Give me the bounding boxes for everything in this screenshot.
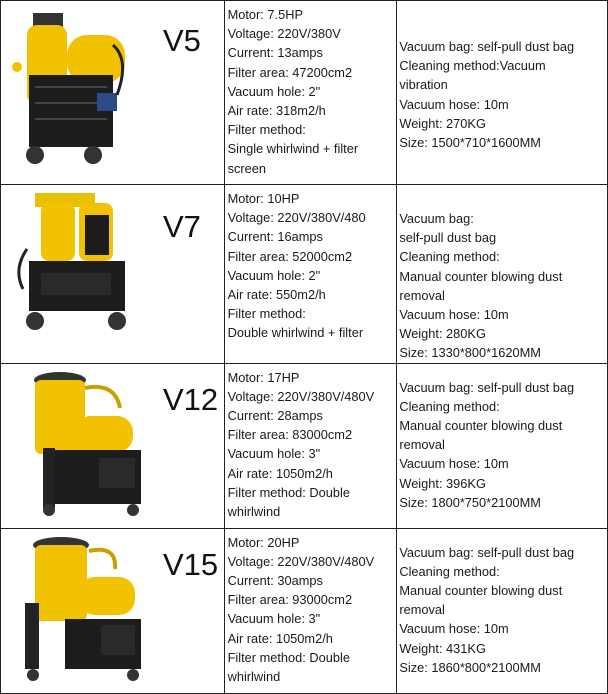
extra-line: Manual counter blowing dust <box>399 268 563 284</box>
vacuum-machine-icon <box>5 189 145 339</box>
table-row <box>1 1 608 185</box>
spec-line: Vacuum hole: 3" <box>227 611 321 627</box>
vacuum-machine-icon <box>5 5 135 175</box>
image-cell <box>1 363 225 528</box>
spec-cell <box>224 528 397 693</box>
extra-cell <box>397 363 608 528</box>
spec-line: Vacuum hole: 2" <box>227 83 321 99</box>
spec-line: Voltage: 220V/380V <box>227 26 341 42</box>
spec-line: Motor: 10HP <box>227 191 300 206</box>
spec-line: Filter method: Double <box>227 649 350 665</box>
extra-cell <box>397 185 608 364</box>
spec-cell <box>224 1 397 185</box>
extra-line: Manual counter blowing dust <box>399 418 563 434</box>
spec-line: Current: 13amps <box>227 45 323 61</box>
spec-line: Current: 30amps <box>227 573 323 589</box>
vacuum-machine-icon <box>5 368 155 518</box>
spec-line: Vacuum hole: 3" <box>227 446 321 462</box>
model-name: V7 <box>163 209 201 244</box>
extra-line: removal <box>399 602 445 618</box>
image-cell <box>1 1 225 185</box>
spec-line: Motor: 17HP <box>227 369 300 385</box>
extra-line: Vacuum hose: 10m <box>399 456 509 472</box>
extra-line: self-pull dust bag <box>399 230 497 246</box>
extra-line: Vacuum hose: 10m <box>399 96 509 112</box>
table-row <box>1 185 608 364</box>
spec-line: Voltage: 220V/380V/480 <box>227 210 366 226</box>
spec-line: Double whirlwind + filter <box>227 325 364 341</box>
model-name: V12 <box>163 381 219 417</box>
extra-line: Size: 1860*800*2100MM <box>399 659 541 675</box>
model-name: V5 <box>163 23 201 58</box>
extra-line: Size: 1800*750*2100MM <box>399 494 541 510</box>
extra-line: Manual counter blowing dust <box>399 583 563 599</box>
spec-line: Filter area: 93000cm2 <box>227 592 353 608</box>
spec-line: Filter area: 47200cm2 <box>227 64 353 80</box>
spec-line: Motor: 20HP <box>227 534 300 550</box>
extra-line: removal <box>399 287 445 303</box>
spec-line: Single whirlwind + filter <box>227 141 359 157</box>
spec-line: Filter area: 83000cm2 <box>227 427 353 443</box>
spec-line: whirlwind <box>227 504 281 520</box>
spec-line: Air rate: 318m2/h <box>227 103 326 119</box>
spec-line: Air rate: 550m2/h <box>227 287 326 303</box>
spec-line: Air rate: 1050m2/h <box>227 630 333 646</box>
extra-line: Size: 1330*800*1620MM <box>399 345 541 361</box>
spec-line: Air rate: 1050m2/h <box>227 465 333 481</box>
extra-line: Vacuum hose: 10m <box>399 621 509 637</box>
spec-line: Current: 16amps <box>227 229 323 245</box>
spec-line: whirlwind <box>227 669 281 685</box>
extra-line: removal <box>399 437 445 453</box>
extra-line: vibration <box>399 77 448 93</box>
spec-cell <box>224 185 397 364</box>
spec-line: Filter method: <box>227 122 306 138</box>
extra-line: Size: 1500*710*1600MM <box>399 135 541 151</box>
extra-cell <box>397 528 608 693</box>
extra-line: Vacuum bag: self-pull dust bag <box>399 544 575 560</box>
spec-line: Filter area: 52000cm2 <box>227 248 353 264</box>
model-name: V15 <box>163 546 219 582</box>
extra-line: Cleaning method:Vacuum <box>399 58 546 74</box>
spec-line: screen <box>227 160 267 176</box>
spec-line: Filter method: <box>227 306 306 322</box>
extra-line: Cleaning method: <box>399 398 500 414</box>
extra-line: Weight: 431KG <box>399 640 486 656</box>
image-cell <box>1 185 225 364</box>
spec-line: Vacuum hole: 2" <box>227 267 321 283</box>
image-cell <box>1 528 225 693</box>
extra-line: Weight: 280KG <box>399 326 486 342</box>
extra-line: Cleaning method: <box>399 563 500 579</box>
extra-cell <box>397 1 608 185</box>
table-row <box>1 528 608 693</box>
extra-line: Vacuum bag: self-pull dust bag <box>399 379 575 395</box>
spec-line: Current: 28amps <box>227 408 323 424</box>
spec-cell <box>224 363 397 528</box>
extra-line: Weight: 270KG <box>399 115 486 131</box>
extra-line: Vacuum hose: 10m <box>399 307 509 323</box>
spec-line: Motor: 7.5HP <box>227 7 303 22</box>
spec-line: Voltage: 220V/380V/480V <box>227 553 375 569</box>
extra-line: Vacuum bag: <box>399 211 474 226</box>
spec-line: Voltage: 220V/380V/480V <box>227 388 375 404</box>
table-row <box>1 363 608 528</box>
extra-line: Cleaning method: <box>399 249 500 265</box>
vacuum-machine-icon <box>5 533 155 683</box>
extra-line: Weight: 396KG <box>399 475 486 491</box>
extra-line: Vacuum bag: self-pull dust bag <box>399 39 575 54</box>
spec-line: Filter method: Double <box>227 484 350 500</box>
